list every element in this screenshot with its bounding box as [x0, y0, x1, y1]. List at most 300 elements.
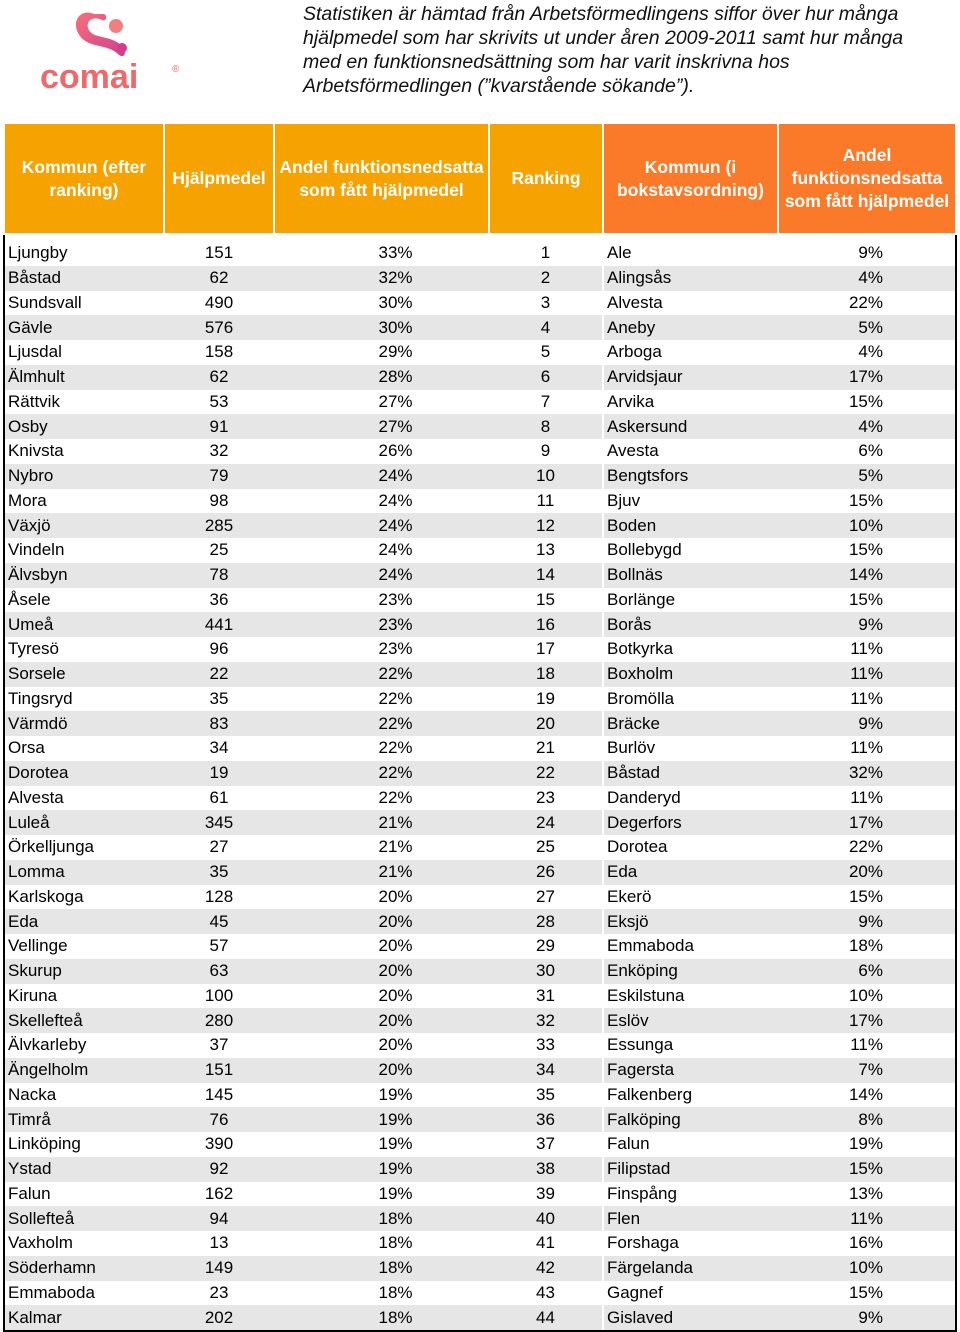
cell-ranking: 42 — [489, 1256, 603, 1281]
cell-andel-alfabetisk: 4% — [778, 414, 956, 439]
cell-andel-alfabetisk: 11% — [778, 1206, 956, 1231]
cell-andel-alfabetisk: 9% — [778, 711, 956, 736]
cell-kommun: Kiruna — [4, 984, 164, 1009]
table-row — [4, 959, 956, 984]
cell-kommun: Vindeln — [4, 538, 164, 563]
cell-andel-alfabetisk: 5% — [778, 464, 956, 489]
cell-andel-alfabetisk: 6% — [778, 959, 956, 984]
cell-andel: 18% — [378, 1282, 413, 1302]
cell-andel: 27% — [378, 391, 413, 411]
cell-hjalpmedel: 76 — [164, 1107, 274, 1132]
cell-hjalpmedel: 285 — [164, 513, 274, 538]
cell-hjalpmedel: 94 — [164, 1206, 274, 1231]
cell-hjalpmedel: 128 — [204, 886, 234, 906]
cell-kommun-alfabetisk: Arvika — [603, 390, 778, 415]
cell-hjalpmedel: 36 — [209, 589, 229, 609]
cell-ranking: 3 — [540, 292, 551, 312]
table-row — [4, 563, 956, 588]
cell-kommun: Luleå — [4, 810, 164, 835]
cell-kommun-alfabetisk: Alvesta — [603, 291, 778, 316]
cell-kommun-alfabetisk: Boxholm — [603, 662, 778, 687]
cell-andel-alfabetisk: 9% — [778, 234, 956, 266]
cell-andel: 30% — [274, 315, 489, 340]
cell-andel-alfabetisk: 9% — [778, 909, 956, 934]
cell-andel-alfabetisk: 4% — [778, 266, 956, 291]
cell-kommun: Alvesta — [4, 786, 164, 811]
cell-ranking: 15 — [536, 589, 555, 609]
cell-hjalpmedel: 79 — [164, 464, 274, 489]
table-row — [4, 1182, 956, 1207]
cell-kommun: Vellinge — [4, 934, 164, 959]
cell-kommun: Tyresö — [4, 637, 164, 662]
cell-andel-alfabetisk: 20% — [778, 860, 956, 885]
cell-kommun-alfabetisk: Degerfors — [603, 810, 778, 835]
cell-hjalpmedel: 83 — [164, 711, 274, 736]
cell-andel-alfabetisk: 15% — [778, 538, 956, 563]
table-row — [4, 885, 956, 910]
cell-kommun-alfabetisk: Filipstad — [603, 1157, 778, 1182]
table-row — [4, 909, 956, 934]
intro-text: Statistiken är hämtad från Arbetsförmedlingens siffor över hur många hjälpmedel som har skrivits ut under åren 2009-2011 samt hur många med en funktionsnedsättning som har varit inskrivna hos Arbetsförmedlingen (”kvarstående sökande”). — [303, 3, 904, 97]
cell-kommun: Tingsryd — [4, 687, 164, 712]
cell-ranking: 37 — [536, 1134, 555, 1154]
cell-hjalpmedel: 390 — [204, 1134, 234, 1154]
cell-andel: 32% — [274, 266, 489, 291]
cell-kommun-alfabetisk: Danderyd — [603, 786, 778, 811]
table-row — [4, 810, 956, 835]
cell-andel-alfabetisk: 7% — [778, 1058, 956, 1083]
cell-kommun-alfabetisk: Bollnäs — [603, 563, 778, 588]
cell-andel: 20% — [274, 1008, 489, 1033]
table-row — [4, 1033, 956, 1058]
cell-kommun: Sorsele — [4, 662, 164, 687]
cell-ranking: 7 — [540, 391, 551, 411]
cell-kommun: Knivsta — [4, 439, 164, 464]
cell-kommun: Värmdö — [4, 711, 164, 736]
cell-kommun: Osby — [4, 414, 164, 439]
cell-ranking: 28 — [489, 909, 603, 934]
cell-andel-alfabetisk: 17% — [778, 365, 956, 390]
cell-hjalpmedel: 78 — [164, 563, 274, 588]
cell-kommun-alfabetisk: Färgelanda — [603, 1256, 778, 1281]
header-ranking: Ranking — [489, 123, 603, 234]
cell-kommun: Gävle — [4, 315, 164, 340]
cell-andel: 21% — [274, 860, 489, 885]
cell-andel: 20% — [378, 886, 413, 906]
cell-kommun-alfabetisk: Bollebygd — [603, 538, 778, 563]
cell-ranking: 4 — [489, 315, 603, 340]
cell-andel-alfabetisk: 5% — [778, 315, 956, 340]
cell-andel: 22% — [378, 738, 413, 758]
cell-kommun-alfabetisk: Dorotea — [603, 835, 778, 860]
table-row — [4, 786, 956, 811]
cell-andel: 20% — [378, 936, 413, 956]
cell-andel: 24% — [274, 464, 489, 489]
cell-kommun-alfabetisk: Eksjö — [603, 909, 778, 934]
cell-kommun: Nacka — [4, 1083, 164, 1108]
cell-kommun-alfabetisk: Arboga — [603, 340, 778, 365]
cell-kommun-alfabetisk: Askersund — [603, 414, 778, 439]
cell-andel: 24% — [274, 513, 489, 538]
table-row — [4, 1107, 956, 1132]
cell-ranking: 21 — [536, 738, 555, 758]
cell-ranking: 34 — [489, 1058, 603, 1083]
cell-hjalpmedel: 22 — [164, 662, 274, 687]
cell-kommun: Älvsbyn — [4, 563, 164, 588]
cell-ranking: 25 — [536, 837, 555, 857]
cell-andel-alfabetisk: 17% — [778, 810, 956, 835]
cell-ranking: 32 — [489, 1008, 603, 1033]
cell-ranking: 9 — [540, 441, 551, 461]
cell-hjalpmedel: 96 — [209, 639, 229, 659]
cell-kommun: Ljusdal — [4, 340, 164, 365]
cell-andel-alfabetisk: 10% — [778, 513, 956, 538]
cell-kommun: Umeå — [4, 612, 164, 637]
header-hjalpmedel: Hjälpmedel — [164, 123, 274, 234]
cell-kommun-alfabetisk: Flen — [603, 1206, 778, 1231]
cell-andel: 21% — [274, 810, 489, 835]
table-row — [4, 662, 956, 687]
cell-hjalpmedel: 45 — [164, 909, 274, 934]
cell-ranking: 41 — [536, 1233, 555, 1253]
cell-ranking: 31 — [536, 985, 555, 1005]
table-row — [4, 1256, 956, 1281]
cell-hjalpmedel: 145 — [204, 1084, 234, 1104]
cell-andel: 18% — [274, 1305, 489, 1331]
cell-hjalpmedel: 490 — [204, 292, 234, 312]
cell-andel-alfabetisk: 22% — [778, 835, 956, 860]
cell-andel-alfabetisk: 15% — [778, 588, 956, 613]
table-row — [4, 711, 956, 736]
table-row — [4, 934, 956, 959]
cell-hjalpmedel: 35 — [164, 860, 274, 885]
cell-andel: 20% — [274, 909, 489, 934]
cell-andel: 23% — [378, 639, 413, 659]
cell-kommun-alfabetisk: Eskilstuna — [603, 984, 778, 1009]
cell-kommun-alfabetisk: Eslöv — [603, 1008, 778, 1033]
cell-kommun: Rättvik — [4, 390, 164, 415]
cell-kommun: Kalmar — [4, 1305, 164, 1331]
cell-andel: 18% — [274, 1256, 489, 1281]
cell-kommun-alfabetisk: Falköping — [603, 1107, 778, 1132]
cell-andel: 18% — [274, 1206, 489, 1231]
cell-andel-alfabetisk: 16% — [778, 1231, 956, 1256]
cell-kommun-alfabetisk: Ale — [603, 234, 778, 266]
cell-ranking: 5 — [540, 342, 551, 362]
table-row — [4, 984, 956, 1009]
cell-ranking: 2 — [489, 266, 603, 291]
cell-andel: 29% — [378, 342, 413, 362]
cell-hjalpmedel: 53 — [209, 391, 229, 411]
cell-ranking: 1 — [540, 243, 551, 263]
cell-kommun-alfabetisk: Arvidsjaur — [603, 365, 778, 390]
cell-kommun-alfabetisk: Bjuv — [603, 489, 778, 514]
cell-andel-alfabetisk: 11% — [778, 786, 956, 811]
table-row — [4, 315, 956, 340]
cell-hjalpmedel: 158 — [204, 342, 234, 362]
cell-kommun: Nybro — [4, 464, 164, 489]
cell-hjalpmedel: 162 — [204, 1183, 234, 1203]
cell-andel-alfabetisk: 14% — [778, 563, 956, 588]
cell-kommun: Mora — [4, 489, 164, 514]
cell-andel: 20% — [378, 985, 413, 1005]
cell-kommun-alfabetisk: Botkyrka — [603, 637, 778, 662]
cell-ranking: 44 — [489, 1305, 603, 1331]
cell-andel: 19% — [378, 1084, 413, 1104]
cell-kommun-alfabetisk: Essunga — [603, 1033, 778, 1058]
cell-ranking: 38 — [489, 1157, 603, 1182]
cell-andel: 24% — [274, 563, 489, 588]
cell-hjalpmedel: 57 — [209, 936, 229, 956]
cell-andel-alfabetisk: 13% — [778, 1182, 956, 1207]
cell-kommun-alfabetisk: Gagnef — [603, 1281, 778, 1306]
cell-kommun: Söderhamn — [4, 1256, 164, 1281]
cell-andel-alfabetisk: 11% — [778, 687, 956, 712]
cell-andel-alfabetisk: 9% — [778, 612, 956, 637]
cell-andel-alfabetisk: 11% — [778, 662, 956, 687]
cell-andel-alfabetisk: 11% — [778, 736, 956, 761]
cell-kommun: Linköping — [4, 1132, 164, 1157]
cell-hjalpmedel: 100 — [204, 985, 234, 1005]
cell-kommun: Vaxholm — [4, 1231, 164, 1256]
table-row — [4, 637, 956, 662]
cell-hjalpmedel: 13 — [209, 1233, 229, 1253]
cell-ranking: 23 — [536, 787, 555, 807]
cell-kommun-alfabetisk: Aneby — [603, 315, 778, 340]
cell-kommun: Emmaboda — [4, 1281, 164, 1306]
cell-ranking: 14 — [489, 563, 603, 588]
table-header-row — [4, 123, 956, 234]
cell-hjalpmedel: 19 — [164, 761, 274, 786]
header-kommun-ranking: Kommun (efter ranking) — [4, 123, 164, 234]
table-row — [4, 365, 956, 390]
table-body — [4, 234, 956, 1331]
table-row — [4, 1281, 956, 1306]
cell-andel-alfabetisk: 19% — [778, 1132, 956, 1157]
cell-kommun-alfabetisk: Ekerö — [603, 885, 778, 910]
table-row — [4, 414, 956, 439]
cell-kommun-alfabetisk: Borås — [603, 612, 778, 637]
table-row — [4, 761, 956, 786]
cell-andel-alfabetisk: 8% — [778, 1107, 956, 1132]
cell-hjalpmedel: 37 — [209, 1035, 229, 1055]
table-row — [4, 439, 956, 464]
cell-kommun-alfabetisk: Bräcke — [603, 711, 778, 736]
table-row — [4, 513, 956, 538]
table-row — [4, 612, 956, 637]
cell-ranking: 6 — [489, 365, 603, 390]
cell-kommun: Falun — [4, 1182, 164, 1207]
cell-kommun: Skurup — [4, 959, 164, 984]
table-row — [4, 266, 956, 291]
cell-kommun-alfabetisk: Falkenberg — [603, 1083, 778, 1108]
table-row — [4, 1157, 956, 1182]
cell-andel-alfabetisk: 22% — [778, 291, 956, 316]
cell-andel: 22% — [274, 761, 489, 786]
cell-ranking: 39 — [536, 1183, 555, 1203]
cell-kommun: Ljungby — [4, 234, 164, 266]
table-row — [4, 835, 956, 860]
cell-andel-alfabetisk: 15% — [778, 885, 956, 910]
cell-andel: 19% — [378, 1183, 413, 1203]
cell-ranking: 20 — [489, 711, 603, 736]
cell-kommun: Sundsvall — [4, 291, 164, 316]
cell-hjalpmedel: 25 — [209, 540, 229, 560]
cell-kommun: Ystad — [4, 1157, 164, 1182]
cell-hjalpmedel: 202 — [164, 1305, 274, 1331]
cell-andel: 28% — [274, 365, 489, 390]
cell-kommun: Åsele — [4, 588, 164, 613]
cell-hjalpmedel: 92 — [164, 1157, 274, 1182]
table-row — [4, 1083, 956, 1108]
cell-hjalpmedel: 62 — [164, 266, 274, 291]
table-row — [4, 1008, 956, 1033]
cell-ranking: 43 — [536, 1282, 555, 1302]
table-row — [4, 736, 956, 761]
cell-hjalpmedel: 149 — [164, 1256, 274, 1281]
cell-ranking: 13 — [536, 540, 555, 560]
cell-hjalpmedel: 280 — [164, 1008, 274, 1033]
cell-kommun: Lomma — [4, 860, 164, 885]
cell-kommun-alfabetisk: Fagersta — [603, 1058, 778, 1083]
cell-kommun-alfabetisk: Eda — [603, 860, 778, 885]
cell-andel: 22% — [378, 787, 413, 807]
cell-andel-alfabetisk: 4% — [778, 340, 956, 365]
header-andel-alfabetisk: Andel funktionsnedsatta som fått hjälpmedel — [778, 123, 956, 234]
table-row — [4, 291, 956, 316]
cell-andel: 24% — [378, 540, 413, 560]
trademark-symbol: ® — [172, 64, 180, 75]
cell-andel: 22% — [378, 688, 413, 708]
cell-kommun-alfabetisk: Avesta — [603, 439, 778, 464]
cell-andel: 19% — [274, 1107, 489, 1132]
statistics-table — [3, 122, 957, 1332]
cell-kommun-alfabetisk: Finspång — [603, 1182, 778, 1207]
cell-kommun: Örkelljunga — [4, 835, 164, 860]
cell-hjalpmedel: 151 — [164, 1058, 274, 1083]
cell-andel: 33% — [378, 243, 413, 263]
cell-hjalpmedel: 91 — [164, 414, 274, 439]
logo-wordmark: comai — [40, 58, 139, 96]
cell-andel: 20% — [378, 1035, 413, 1055]
table-row — [4, 588, 956, 613]
cell-kommun: Eda — [4, 909, 164, 934]
cell-kommun-alfabetisk: Boden — [603, 513, 778, 538]
cell-hjalpmedel: 23 — [209, 1282, 229, 1302]
cell-kommun: Ängelholm — [4, 1058, 164, 1083]
table-row — [4, 1231, 956, 1256]
cell-kommun: Växjö — [4, 513, 164, 538]
cell-ranking: 29 — [536, 936, 555, 956]
cell-ranking: 33 — [536, 1035, 555, 1055]
cell-andel: 19% — [274, 1157, 489, 1182]
cell-hjalpmedel: 63 — [164, 959, 274, 984]
cell-kommun: Båstad — [4, 266, 164, 291]
cell-andel-alfabetisk: 15% — [778, 489, 956, 514]
cell-kommun-alfabetisk: Alingsås — [603, 266, 778, 291]
table-row — [4, 340, 956, 365]
cell-andel-alfabetisk: 10% — [778, 984, 956, 1009]
cell-andel: 20% — [274, 959, 489, 984]
cell-andel: 23% — [274, 612, 489, 637]
cell-ranking: 12 — [489, 513, 603, 538]
cell-andel-alfabetisk: 10% — [778, 1256, 956, 1281]
cell-ranking: 27 — [536, 886, 555, 906]
table-row — [4, 489, 956, 514]
cell-ranking: 17 — [536, 639, 555, 659]
table-row — [4, 860, 956, 885]
cell-andel-alfabetisk: 15% — [778, 1281, 956, 1306]
cell-kommun-alfabetisk: Forshaga — [603, 1231, 778, 1256]
table-row — [4, 234, 956, 266]
cell-kommun-alfabetisk: Bengtsfors — [603, 464, 778, 489]
cell-kommun: Orsa — [4, 736, 164, 761]
cell-andel: 22% — [274, 662, 489, 687]
cell-kommun-alfabetisk: Enköping — [603, 959, 778, 984]
cell-ranking: 36 — [489, 1107, 603, 1132]
cell-kommun: Timrå — [4, 1107, 164, 1132]
cell-kommun-alfabetisk: Bromölla — [603, 687, 778, 712]
cell-kommun: Älmhult — [4, 365, 164, 390]
cell-andel-alfabetisk: 18% — [778, 934, 956, 959]
cell-ranking: 22 — [489, 761, 603, 786]
cell-ranking: 16 — [489, 612, 603, 637]
cell-ranking: 35 — [536, 1084, 555, 1104]
cell-kommun-alfabetisk: Borlänge — [603, 588, 778, 613]
cell-ranking: 18 — [489, 662, 603, 687]
header-andel: Andel funktionsnedsatta som fått hjälpmedel — [274, 123, 489, 234]
table-row — [4, 1058, 956, 1083]
cell-andel: 24% — [378, 490, 413, 510]
cell-andel-alfabetisk: 32% — [778, 761, 956, 786]
cell-ranking: 10 — [489, 464, 603, 489]
table-row — [4, 1132, 956, 1157]
header-kommun-alfabetisk: Kommun (i bokstavsordning) — [603, 123, 778, 234]
cell-andel: 27% — [274, 414, 489, 439]
cell-hjalpmedel: 61 — [209, 787, 229, 807]
cell-kommun: Skellefteå — [4, 1008, 164, 1033]
table-row — [4, 538, 956, 563]
cell-andel: 19% — [378, 1134, 413, 1154]
cell-hjalpmedel: 576 — [164, 315, 274, 340]
table-row — [4, 687, 956, 712]
cell-andel: 26% — [378, 441, 413, 461]
cell-andel-alfabetisk: 15% — [778, 1157, 956, 1182]
cell-andel-alfabetisk: 11% — [778, 1033, 956, 1058]
cell-hjalpmedel: 151 — [204, 243, 234, 263]
cell-kommun: Dorotea — [4, 761, 164, 786]
cell-kommun-alfabetisk: Burlöv — [603, 736, 778, 761]
cell-kommun-alfabetisk: Falun — [603, 1132, 778, 1157]
table-row — [4, 390, 956, 415]
cell-andel: 22% — [274, 711, 489, 736]
cell-andel: 21% — [378, 837, 413, 857]
cell-kommun-alfabetisk: Emmaboda — [603, 934, 778, 959]
cell-andel-alfabetisk: 14% — [778, 1083, 956, 1108]
cell-ranking: 11 — [536, 490, 555, 510]
cell-andel-alfabetisk: 9% — [778, 1305, 956, 1331]
cell-kommun: Karlskoga — [4, 885, 164, 910]
cell-kommun: Älvkarleby — [4, 1033, 164, 1058]
cell-andel-alfabetisk: 15% — [778, 390, 956, 415]
cell-ranking: 24 — [489, 810, 603, 835]
comai-logo — [36, 4, 186, 96]
cell-kommun-alfabetisk: Båstad — [603, 761, 778, 786]
cell-andel: 18% — [378, 1233, 413, 1253]
table-row — [4, 464, 956, 489]
cell-andel: 23% — [378, 589, 413, 609]
cell-hjalpmedel: 32 — [209, 441, 229, 461]
